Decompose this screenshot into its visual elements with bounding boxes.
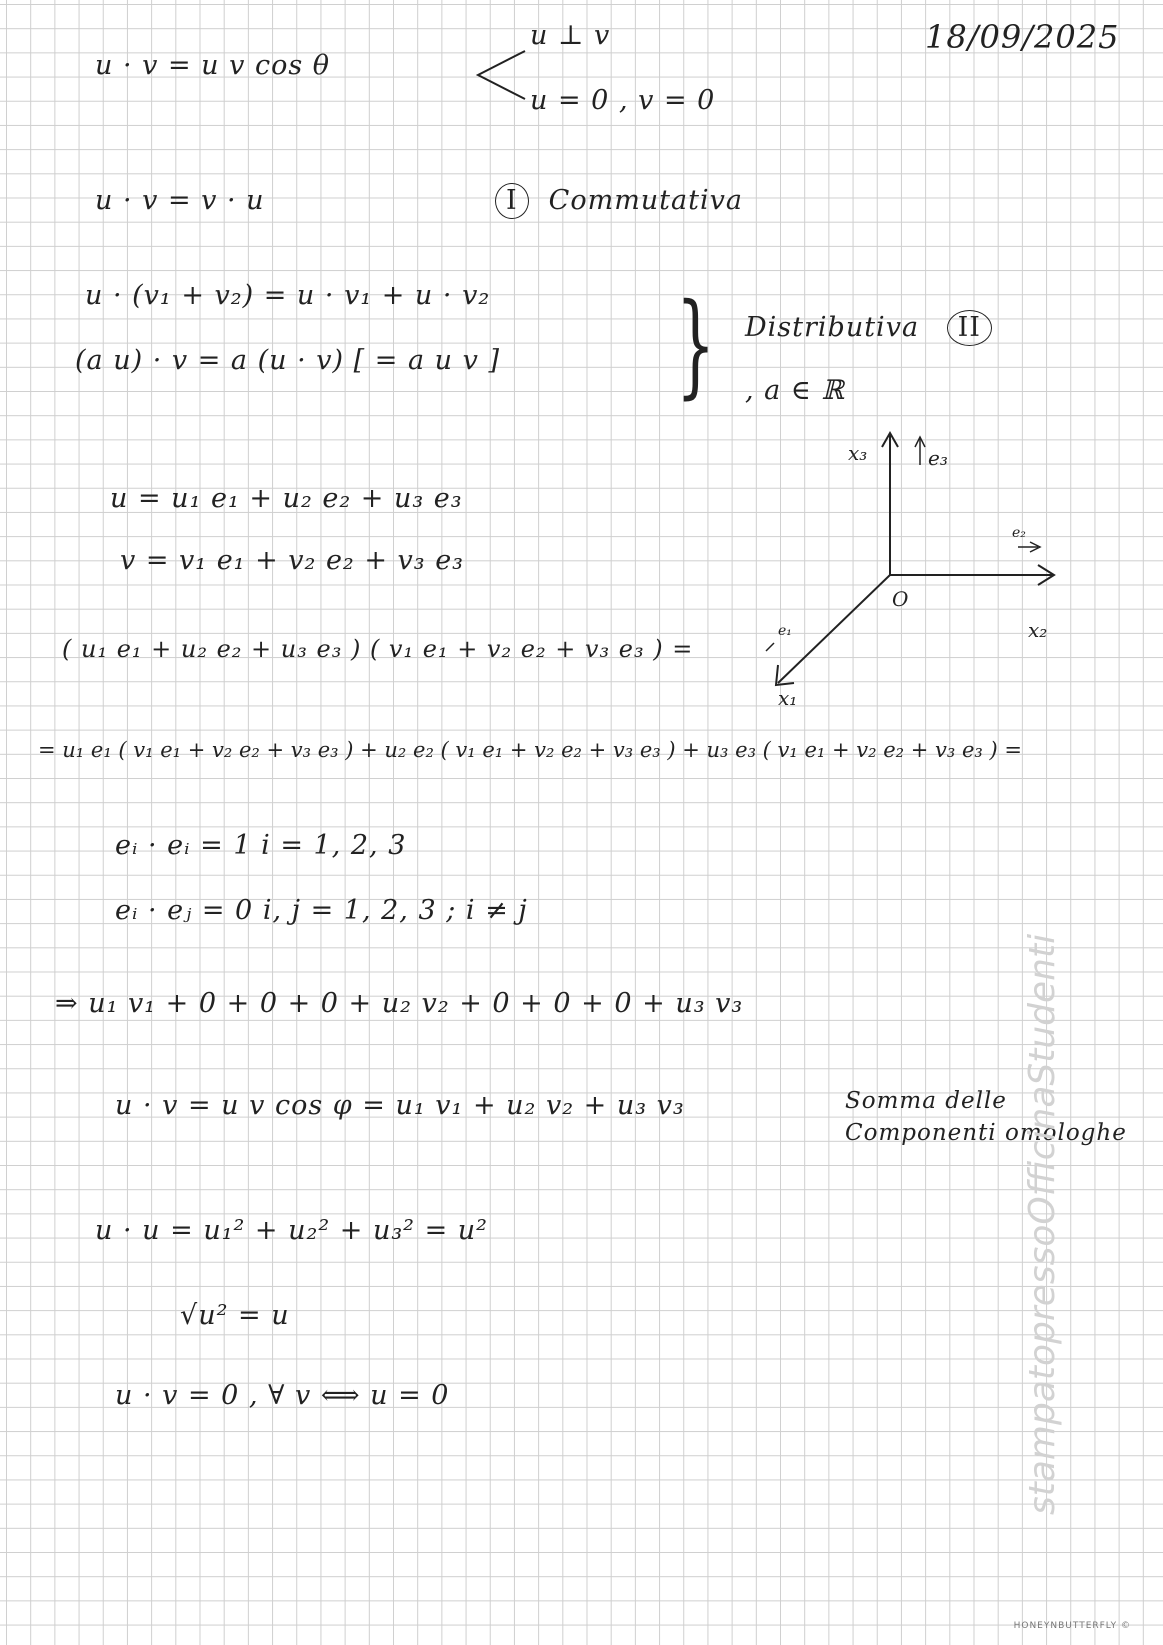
footer-credit: HONEYNBUTTERFLY © [1013,1621,1131,1631]
eq-commutative: u · v = v · u [95,185,265,216]
eq-distributive-sum: u · (v₁ + v₂) = u · v₁ + u · v₂ [85,280,491,311]
label-x3: x₃ [848,441,868,465]
eq-case-perpendicular: u ⊥ v [530,20,611,51]
eq-u-components: u = u₁ e₁ + u₂ e₂ + u₃ e₃ [110,483,463,514]
cartesian-axes-diagram [760,425,1070,710]
commutative-label [495,183,743,219]
branch-mark [470,45,530,105]
distributive-text: Distributiva [745,312,920,343]
unit-vector-e1 [766,643,774,651]
label-origin: O [892,587,909,611]
eq-result-sum: ⇒ u₁ v₁ + 0 + 0 + 0 + u₂ v₂ + 0 + 0 + 0 + u₃ v₃ [55,988,744,1019]
distributive-label [745,310,1012,346]
label-x2: x₂ [1028,618,1048,642]
label-e3: e₃ [928,446,948,470]
components-note-line2: Componenti omologhe [845,1120,1127,1146]
eq-null-vector-condition: u · v = 0 , ∀ v ⟺ u = 0 [115,1380,450,1411]
eq-orthonormal-same: eᵢ · eᵢ = 1 i = 1, 2, 3 [115,830,407,861]
eq-self-dot-product: u · u = u₁² + u₂² + u₃² = u² [95,1215,489,1246]
eq-dot-product-cos: u · v = u v cos θ [95,50,331,81]
eq-magnitude: √u² = u [180,1300,290,1331]
curly-brace: } [676,280,716,410]
commutative-text: Commutativa [548,185,743,216]
eq-product-distributed: = u₁ e₁ ( v₁ e₁ + v₂ e₂ + v₃ e₃ ) + u₂ e₂ ( v₁ e₁ + v₂ e₂ + v₃ e₃ ) + u₃ e₃ ( v₁ e₁ + v₂ e₂ + v₃ e₃ ) = [38,738,1022,762]
date: 18/09/2025 [925,18,1120,56]
label-x1: x₁ [778,686,798,710]
label-e2: e₂ [1012,525,1026,541]
property-number-2: II [947,310,992,346]
eq-orthonormal-different: eᵢ · eⱼ = 0 i, j = 1, 2, 3 ; i ≠ j [115,895,528,926]
eq-v-components: v = v₁ e₁ + v₂ e₂ + v₃ e₃ [120,545,465,576]
watermark: stampatopressoOfficinaStudenti [1022,933,1063,1515]
axis-x1 [778,575,890,683]
components-note-line1: Somma delle [845,1088,1007,1114]
eq-dot-product-components: u · v = u v cos φ = u₁ v₁ + u₂ v₂ + u₃ v₃ [115,1090,685,1121]
property-number-1: I [495,183,529,219]
scalar-condition: , a ∈ ℝ [745,375,845,406]
label-e1: e₁ [778,623,792,639]
eq-scalar-multiple: (a u) · v = a (u · v) [ = a u v ] [75,345,500,376]
eq-case-null: u = 0 , v = 0 [530,85,716,116]
eq-product-expansion: ( u₁ e₁ + u₂ e₂ + u₃ e₃ ) ( v₁ e₁ + v₂ e₂ + v₃ e₃ ) = [62,635,694,663]
